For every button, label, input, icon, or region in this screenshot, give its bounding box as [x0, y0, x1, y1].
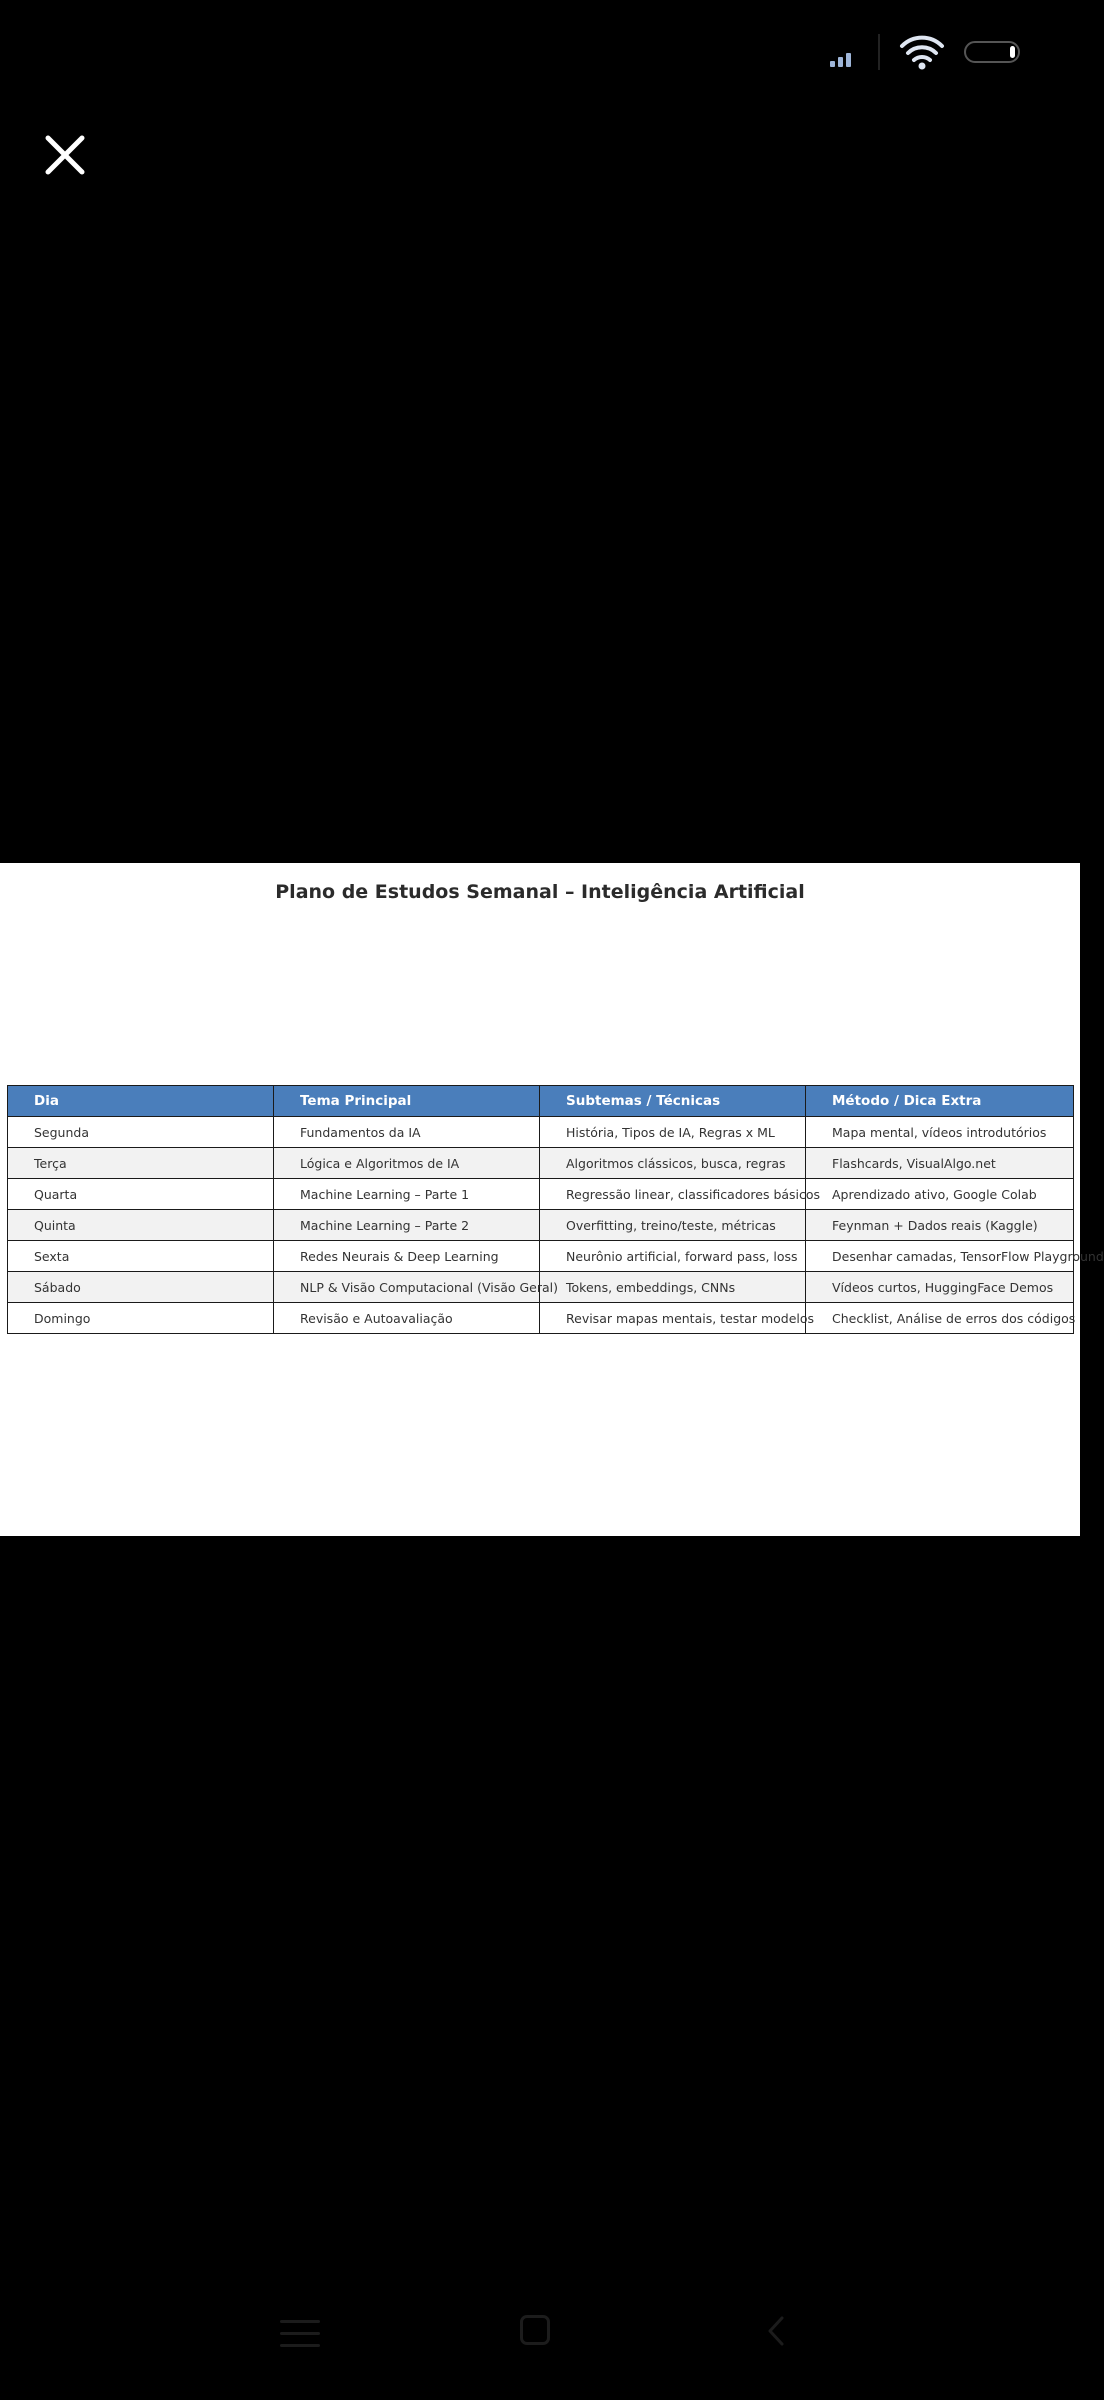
table-cell: Sábado [8, 1272, 274, 1303]
study-plan-table [7, 1085, 1104, 1334]
wifi-icon [898, 32, 946, 72]
table-row [8, 1179, 1074, 1210]
table-cell: Quinta [8, 1210, 274, 1241]
table-cell: Vídeos curtos, HuggingFace Demos [806, 1272, 1074, 1303]
table-cell: Machine Learning – Parte 2 [274, 1210, 540, 1241]
table-cell: Terça [8, 1148, 274, 1179]
table-cell: Redes Neurais & Deep Learning [274, 1241, 540, 1272]
header-cell: Subtemas / Técnicas [540, 1086, 806, 1117]
table-cell: Quarta [8, 1179, 274, 1210]
table-row [8, 1117, 1074, 1148]
header-cell: Dia [8, 1086, 274, 1117]
home-icon[interactable] [520, 2315, 550, 2345]
table-cell: Checklist, Análise de erros dos códigos [806, 1303, 1074, 1334]
table-cell: Segunda [8, 1117, 274, 1148]
table-cell: Revisar mapas mentais, testar modelos [540, 1303, 806, 1334]
table-row [8, 1272, 1074, 1303]
table-cell: Regressão linear, classificadores básicos [540, 1179, 806, 1210]
table-cell: Flashcards, VisualAlgo.net [806, 1148, 1074, 1179]
table-row [8, 1148, 1074, 1179]
table-cell: Feynman + Dados reais (Kaggle) [806, 1210, 1074, 1241]
table-cell: NLP & Visão Computacional (Visão Geral) [274, 1272, 540, 1303]
table-cell: Lógica e Algoritmos de IA [274, 1148, 540, 1179]
table-row [8, 1210, 1074, 1241]
table-cell: Tokens, embeddings, CNNs [540, 1272, 806, 1303]
document-image [0, 863, 1104, 1536]
header-cell: Método / Dica Extra [806, 1086, 1074, 1117]
status-bar [830, 30, 1020, 74]
back-icon[interactable] [762, 2314, 792, 2348]
table-cell: Sexta [8, 1241, 274, 1272]
table-row [8, 1241, 1074, 1272]
close-icon[interactable] [40, 130, 90, 180]
navigation-bar [0, 2300, 1080, 2370]
table-cell: Machine Learning – Parte 1 [274, 1179, 540, 1210]
table-row [8, 1303, 1074, 1334]
table-cell: Mapa mental, vídeos introdutórios [806, 1117, 1074, 1148]
table-cell: Domingo [8, 1303, 274, 1334]
menu-icon[interactable] [280, 2320, 320, 2350]
table-cell: Overfitting, treino/teste, métricas [540, 1210, 806, 1241]
header-cell: Tema Principal [274, 1086, 540, 1117]
status-divider [878, 34, 880, 70]
battery-icon [964, 41, 1020, 63]
document-title: Plano de Estudos Semanal – Inteligência Artificial [275, 881, 805, 903]
table-cell: Revisão e Autoavaliação [274, 1303, 540, 1334]
signal-icon [830, 37, 860, 67]
table-cell: História, Tipos de IA, Regras x ML [540, 1117, 806, 1148]
table-cell: Algoritmos clássicos, busca, regras [540, 1148, 806, 1179]
table-cell: Aprendizado ativo, Google Colab [806, 1179, 1074, 1210]
table-cell: Fundamentos da IA [274, 1117, 540, 1148]
table-cell: Neurônio artificial, forward pass, loss [540, 1241, 806, 1272]
table-cell: Desenhar camadas, TensorFlow Playground [806, 1241, 1074, 1272]
table-header-row [8, 1086, 1074, 1117]
